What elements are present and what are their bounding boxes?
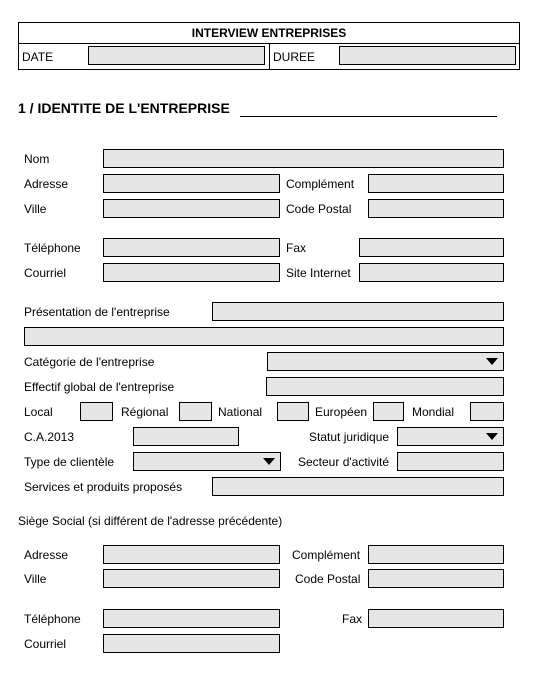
regional-label: Régional [121,405,169,419]
categorie-label: Catégorie de l'entreprise [24,355,155,369]
siege-ville-field[interactable] [103,569,280,588]
effectif-field[interactable] [266,377,504,396]
europeen-label: Européen [315,405,368,419]
site-internet-label: Site Internet [286,266,351,280]
siege-fax-label: Fax [342,612,363,626]
secteur-label: Secteur d'activité [298,455,390,469]
adresse-label: Adresse [24,177,69,191]
effectif-label: Effectif global de l'entreprise [24,380,175,394]
ville-label: Ville [24,202,47,216]
siege-adresse-field[interactable] [103,545,280,564]
statut-select[interactable] [397,427,504,446]
chevron-down-icon [486,358,498,365]
ca-field[interactable] [133,427,239,446]
europeen-field[interactable] [373,402,404,421]
siege-courriel-label: Courriel [24,637,67,651]
ca-label: C.A.2013 [24,430,75,444]
chevron-down-icon [263,458,275,465]
presentation-field-2[interactable] [24,327,504,346]
presentation-label: Présentation de l'entreprise [24,305,170,319]
mondial-label: Mondial [412,405,455,419]
code-postal-label: Code Postal [286,202,352,216]
section-title-underline [240,116,497,117]
siege-telephone-field[interactable] [103,609,280,628]
categorie-select[interactable] [267,352,504,371]
date-label: DATE [22,50,54,64]
siege-telephone-label: Téléphone [24,612,81,626]
siege-adresse-label: Adresse [24,548,69,562]
local-field[interactable] [80,402,113,421]
type-clientele-label: Type de clientèle [24,455,115,469]
siege-ville-label: Ville [24,572,47,586]
regional-field[interactable] [179,402,212,421]
siege-courriel-field[interactable] [103,634,280,653]
national-field[interactable] [277,402,309,421]
siege-code-postal-label: Code Postal [295,572,361,586]
complement-field[interactable] [368,174,504,193]
fax-label: Fax [286,241,307,255]
duree-field[interactable] [339,46,516,65]
complement-label: Complément [286,177,355,191]
mondial-field[interactable] [470,402,504,421]
local-label: Local [24,405,53,419]
code-postal-field[interactable] [368,199,504,218]
header-divider [269,43,270,69]
chevron-down-icon [486,433,498,440]
courriel-field[interactable] [103,263,280,282]
duree-label: DUREE [273,50,316,64]
national-label: National [218,405,263,419]
form-title: INTERVIEW ENTREPRISES [19,23,519,44]
services-field[interactable] [212,477,504,496]
siege-title: Siège Social (si différent de l'adresse précédente) [18,514,283,528]
type-clientele-select[interactable] [133,452,281,471]
statut-label: Statut juridique [309,430,390,444]
services-label: Services et produits proposés [24,480,183,494]
ville-field[interactable] [103,199,280,218]
siege-complement-field[interactable] [368,545,504,564]
nom-field[interactable] [103,149,504,168]
adresse-field[interactable] [103,174,280,193]
nom-label: Nom [24,152,50,166]
siege-fax-field[interactable] [368,609,504,628]
secteur-field[interactable] [397,452,504,471]
siege-code-postal-field[interactable] [368,569,504,588]
telephone-field[interactable] [103,238,280,257]
site-internet-field[interactable] [359,263,504,282]
telephone-label: Téléphone [24,241,81,255]
courriel-label: Courriel [24,266,67,280]
fax-field[interactable] [359,238,504,257]
section-title-identite: 1 / IDENTITE DE L'ENTREPRISE [18,100,230,116]
date-field[interactable] [88,46,265,65]
siege-complement-label: Complément [292,548,361,562]
presentation-field[interactable] [212,302,504,321]
